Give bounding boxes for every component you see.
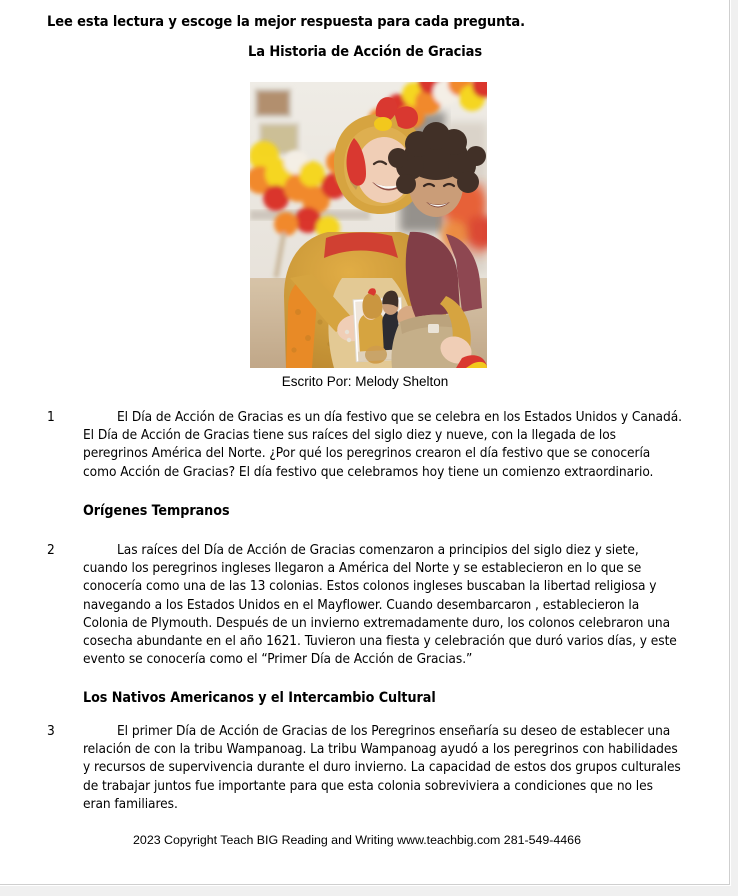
paragraph-number-2: 2 — [47, 542, 55, 558]
paragraph-number-3: 3 — [47, 723, 55, 739]
subheading-origenes-tempranos: Orígenes Tempranos — [83, 503, 230, 519]
paragraph-2 — [83, 541, 683, 668]
page-gutter-bottom — [0, 886, 738, 896]
photo-caption: Escrito Por: Melody Shelton — [281, 374, 449, 389]
subheading-nativos-americanos: Los Nativos Americanos y el Intercambio Cultural — [83, 690, 436, 706]
paragraph-2-text: Las raíces del Día de Acción de Gracias comenzaron a principios del siglo diez y siete, cuando los peregrinos ingleses llegaron a América del Norte y se establecieron en lo que se conocería como una de las 13 colonias. Estos colonos ingleses buscaban la libertad religiosa y navegando a los Estados Unidos en el Mayflower. Cuando desembarcaron , establecieron la Colonia de Plymouth. Después de un invierno extremadamente duro, los colonos celebraron una cosecha abundante en el año 1621. Tuvieron una fiesta y celebración que duró varios días, y este evento se conocería como el “Primer Día de Acción de Gracias.” — [83, 542, 677, 668]
article-photo — [250, 82, 487, 368]
page-footer: 2023 Copyright Teach BIG Reading and Writing www.teachbig.com 281-549-4466 — [133, 833, 581, 847]
thanksgiving-turkey-costume-photo — [250, 82, 487, 368]
page-gutter-right — [731, 0, 738, 896]
paragraph-1-text: El Día de Acción de Gracias es un día festivo que se celebra en los Estados Unidos y Canadá. El Día de Acción de Gracias tiene sus raíces del siglo diez y nueve, con la llegada de los peregrinos América del Norte. ¿Por qué los peregrinos crearon el día festivo que se conocería como Acción de Gracias? El día festivo que celebramos hoy tiene un comienzo extraordinario. — [83, 409, 682, 480]
paragraph-number-1: 1 — [47, 409, 55, 425]
paragraph-1 — [83, 408, 683, 481]
paragraph-3-text: El primer Día de Acción de Gracias de los Peregrinos enseñaría su deseo de establecer una relación de con la tribu Wampanoag. La tribu Wampanoag ayudó a los peregrinos con habilidades y recursos de supervivencia durante el duro invierno. La capacidad de estos dos grupos culturales de trabajar juntos fue importante para que esta colonia sobreviviera a condiciones que no les eran familiares. — [83, 723, 681, 812]
instruction-line: Lee esta lectura y escoge la mejor respuesta para cada pregunta. — [47, 14, 525, 30]
page-title: La Historia de Acción de Gracias — [247, 44, 483, 60]
paragraph-3 — [83, 722, 683, 813]
